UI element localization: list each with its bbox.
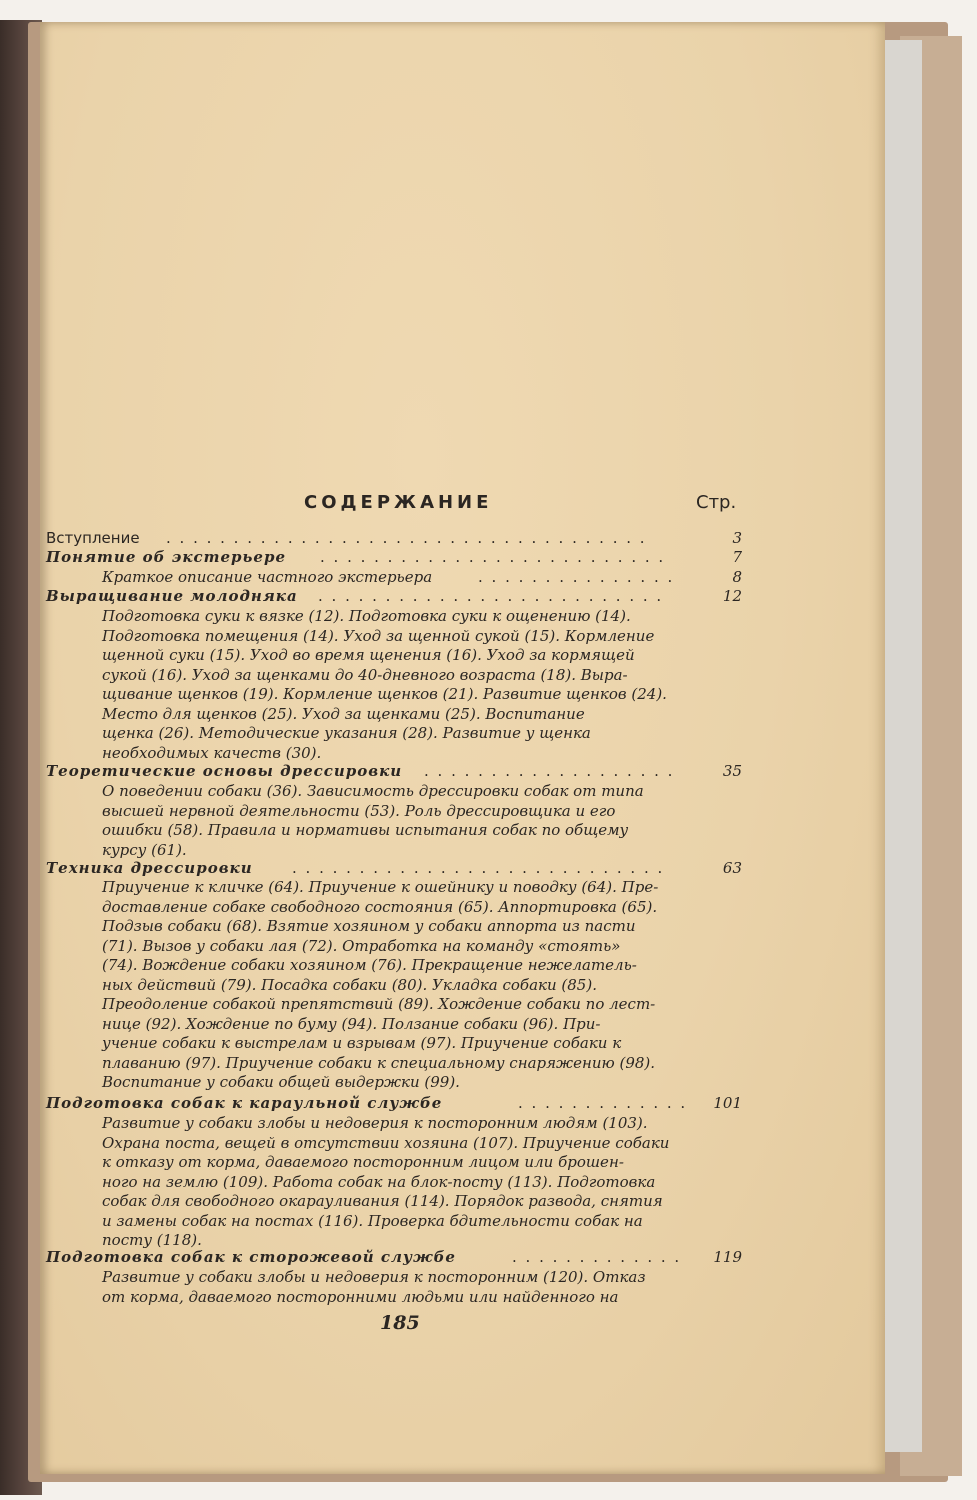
leader-dots: . . . . . . . . . . . . . . . . . . . . . . . . . . . . [292,859,665,877]
leader-dots: . . . . . . . . . . . . . . . . . . . . . . . . . . . . . . . . . . . . [166,529,647,547]
toc-entry-intro [40,529,885,549]
description-line: Развитие у собаки злобы и недоверия к посторонним людям (103). [102,1114,648,1132]
description-line: сукой (16). Уход за щенками до 40-дневного возраста (18). Выра- [102,665,628,684]
description-line: Подготовка помещения (14). Уход за щенной сукой (15). Кормление [102,626,655,645]
toc-entry-description [102,782,692,860]
toc-entry-description [102,878,692,1093]
description-line: ошибки (58). Правила и нормативы испытания собак по общему [102,821,629,839]
leader-dots: . . . . . . . . . . . . . . . [478,568,675,586]
description-line: курсу (61). [102,840,187,859]
toc-entry-page: 35 [722,762,742,780]
description-line: щивание щенков (19). Кормление щенков (21). Развитие щенков (24). [102,685,667,703]
description-line: посту (118). [102,1231,202,1249]
toc-entry-page: 63 [722,859,742,877]
description-line: и замены собак на постах (116). Проверка бдительности собак на [102,1211,643,1230]
page-column-header: Стр. [696,492,737,513]
endpaper-edge [882,40,922,1452]
toc-entry-watch [40,1248,885,1268]
leader-dots: . . . . . . . . . . . . . [518,1094,688,1112]
toc-entry-description [102,1114,692,1251]
leader-dots: . . . . . . . . . . . . . . . . . . . . . . . . . . [318,587,664,605]
toc-entry-description [102,1268,692,1307]
page-number: 185 [380,1312,420,1334]
toc-entry-title: Теоретические основы дрессировки [46,762,403,780]
description-line: плаванию (97). Приучение собаки к специальному снаряжению (98). [102,1053,656,1072]
description-line: к отказу от корма, даваемого посторонним лицом или брошен- [102,1153,624,1171]
description-line: ных действий (79). Посадка собаки (80). Укладка собаки (85). [102,975,597,994]
toc-entry-page: 101 [713,1094,742,1112]
description-line: Преодоление собакой препятствий (89). Хождение собаки по лест- [102,995,656,1013]
description-line: нице (92). Хождение по буму (94). Ползание собаки (96). При- [102,1014,601,1033]
description-line: Охрана поста, вещей в отсутствии хозяина (107). Приучение собаки [102,1133,670,1152]
page-title: СОДЕРЖАНИЕ [304,492,493,513]
toc-entry-title: Техника дрессировки [46,859,253,877]
description-line: высшей нервной деятельности (53). Роль дрессировщика и его [102,801,616,820]
toc-entry-title: Подготовка собак к сторожевой службе [46,1248,456,1266]
toc-entry-rearing [40,587,885,607]
toc-entry-page: 3 [732,529,742,547]
toc-entry-title: Понятие об экстерьере [46,548,286,566]
toc-entry-title: Вступление [46,529,140,547]
description-line: Приучение к кличке (64). Приучение к ошейнику и поводку (64). Пре- [102,878,659,896]
toc-entry-page: 7 [732,548,742,566]
toc-entry-page: 119 [713,1248,742,1266]
description-line: О поведении собаки (36). Зависимость дрессировки собак от типа [102,782,644,800]
description-line: доставление собаке свободного состояния (65). Аппортировка (65). [102,897,658,916]
description-line: Подготовка суки к вязке (12). Подготовка суки к ощенению (14). [102,607,631,625]
toc-entry-title: Подготовка собак к караульной службе [46,1094,443,1112]
description-line: (71). Вызов у собаки лая (72). Отработка на команду «стоять» [102,936,621,955]
description-line: Воспитание у собаки общей выдержки (99). [102,1073,460,1091]
leader-dots: . . . . . . . . . . . . . . . . . . . . . . . . . . [320,548,666,566]
description-line: Подзыв собаки (68). Взятие хозяином у собаки аппорта из пасти [102,917,636,935]
description-line: Место для щенков (25). Уход за щенками (25). Воспитание [102,704,585,723]
book-page [40,22,885,1474]
toc-entry-title: Краткое описание частного экстерьера [102,568,433,586]
toc-entry-theory [40,762,885,782]
description-line: щенка (26). Методические указания (28). Развитие у щенка [102,724,591,742]
leader-dots: . . . . . . . . . . . . . [512,1248,682,1266]
description-line: от корма, даваемого посторонними людьми или найденного на [102,1287,619,1306]
leader-dots: . . . . . . . . . . . . . . . . . . . [424,762,675,780]
description-line: (74). Вождение собаки хозяином (76). Прекращение нежелатель- [102,956,637,974]
description-line: щенной суки (15). Уход во время щенения (16). Уход за кормящей [102,646,635,664]
toc-entry-exterior-brief [40,568,885,588]
toc-entry-exterior [40,548,885,568]
toc-entry-guard [40,1094,885,1114]
description-line: учение собаки к выстрелам и взрывам (97). Приучение собаки к [102,1034,622,1052]
toc-entry-page: 12 [722,587,742,605]
toc-entry-page: 8 [732,568,742,586]
description-line: необходимых качеств (30). [102,743,322,762]
toc-entry-technique [40,859,885,879]
description-line: собак для свободного окарауливания (114). Порядок развода, снятия [102,1192,663,1210]
description-line: ного на землю (109). Работа собак на блок-посту (113). Подготовка [102,1172,656,1191]
toc-entry-title: Выращивание молодняка [46,587,298,605]
description-line: Развитие у собаки злобы и недоверия к посторонним (120). Отказ [102,1268,646,1286]
table-of-contents [40,22,885,1474]
toc-entry-description [102,607,692,763]
